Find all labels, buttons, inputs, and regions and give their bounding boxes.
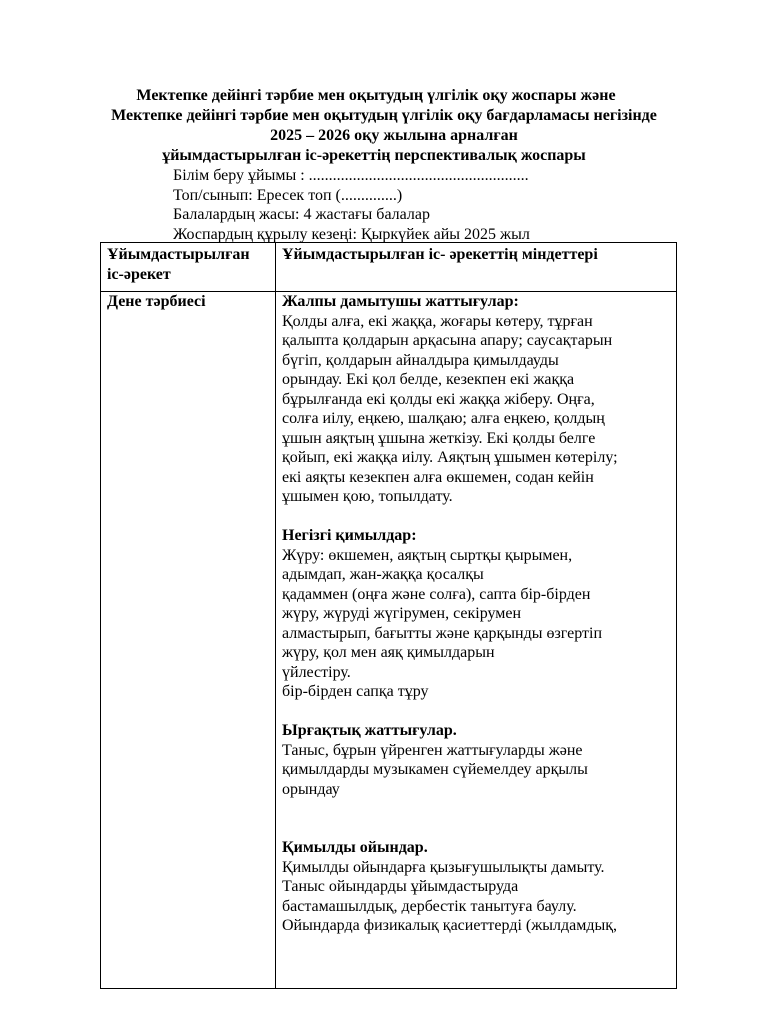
section-line: қалыпта қолдарын арқасына апару; саусақтарын	[282, 332, 613, 349]
section-line: жүру, қол мен аяқ қимылдарын	[282, 644, 495, 661]
section-line: қойып, екі жаққа иілу. Аяқтың ұшымен көтерілу;	[282, 449, 618, 466]
document-title	[0, 86, 768, 166]
section-line: Таныс ойындарды ұйымдастыруда	[282, 878, 519, 895]
section-spacer	[282, 702, 670, 722]
section-line: алмастырып, бағытты және қарқынды өзгертіп	[282, 624, 603, 642]
section-line: ұшын аяқтың ұшына жеткізу. Екі қолды белге	[282, 429, 596, 447]
section-line: Жүру: өкшемен, аяқтың сыртқы қырымен,	[282, 546, 573, 564]
section-body	[282, 312, 670, 507]
column-header-activity: Ұйымдастырылған іс-әрекет	[101, 243, 276, 292]
plan-table	[100, 242, 677, 989]
section-line: бастамашылдық, дербестік танытуға баулу.	[282, 897, 577, 915]
section-line: Таныс, бұрын үйренген жаттығуларды және	[282, 741, 583, 759]
table-header-row	[101, 243, 677, 292]
title-line-1: Мектепке дейінгі тәрбие мен оқытудың үлгілік оқу жоспары және	[136, 87, 616, 104]
meta-group: Топ/сынып: Ересек топ (..............)	[173, 186, 403, 204]
section-line: орындау	[282, 780, 340, 798]
table-row	[101, 292, 677, 989]
section-line: Қимылды ойындарға қызығушылықты дамыту.	[282, 858, 605, 876]
section-line: бүгіп, қолдарын айналдыра қимылдауды	[282, 351, 559, 369]
column-header-tasks: Ұйымдастырылған іс- әрекеттің міндеттері	[276, 243, 677, 292]
meta-organization: Білім беру ұйымы : .......................................................	[173, 167, 529, 184]
section-spacer	[282, 799, 670, 838]
section-heading: Қимылды ойындар.	[282, 839, 428, 856]
section-line: жүру, жүруді жүгірумен, секірумен	[282, 605, 522, 622]
section-line: қимылдарды музыкамен сүйемелдеу арқылы	[282, 761, 588, 778]
section-line: бұрылғанда екі қолды екі жаққа жіберу. Оңға,	[282, 390, 595, 408]
section-line: қадаммен (оңға және солға), сапта бір-бірден	[282, 585, 591, 603]
section-line: екі аяқты кезекпен алға өкшемен, содан кейін	[282, 468, 594, 486]
meta-period: Жоспардың құрылу кезеңі: Қыркүйек айы 2025 жыл	[173, 225, 530, 243]
title-line-2: Мектепке дейінгі тәрбие мен оқытудың үлгілік оқу бағдарламасы негізінде	[111, 107, 657, 124]
section-line: бір-бірден сапқа тұру	[282, 683, 429, 700]
section-line: үйлестіру.	[282, 663, 351, 681]
subject-cell: Дене тәрбиесі	[101, 292, 276, 989]
section-heading: Жалпы дамытушы жаттығулар:	[282, 293, 519, 310]
section-line: солға иілу, еңкею, шалқаю; алға еңкею, қолдың	[282, 410, 605, 427]
section-body	[282, 858, 670, 936]
section-body	[282, 741, 670, 800]
section-line: Қолды алға, екі жаққа, жоғары көтеру, тұрған	[282, 312, 593, 330]
section-heading: Ырғақтық жаттығулар.	[282, 722, 457, 739]
section-line: ұшымен қою, топылдату.	[282, 488, 453, 505]
section-line: Ойындарда физикалық қасиеттерді (жылдамдық,	[282, 917, 618, 934]
tasks-cell	[276, 292, 677, 989]
section-body	[282, 546, 670, 702]
document-meta	[173, 166, 530, 244]
section-spacer	[282, 507, 670, 527]
meta-age: Балалардың жасы: 4 жастағы балалар	[173, 206, 430, 223]
title-line-4: ұйымдастырылған іс-әрекеттің перспективалық жоспары	[162, 147, 586, 164]
section-heading: Негізгі қимылдар:	[282, 527, 417, 544]
title-line-3: 2025 – 2026 оқу жылына арналған	[270, 127, 518, 144]
section-line: орындау. Екі қол белде, кезекпен екі жаққа	[282, 371, 575, 388]
section-line: адымдап, жан-жаққа қосалқы	[282, 566, 484, 583]
